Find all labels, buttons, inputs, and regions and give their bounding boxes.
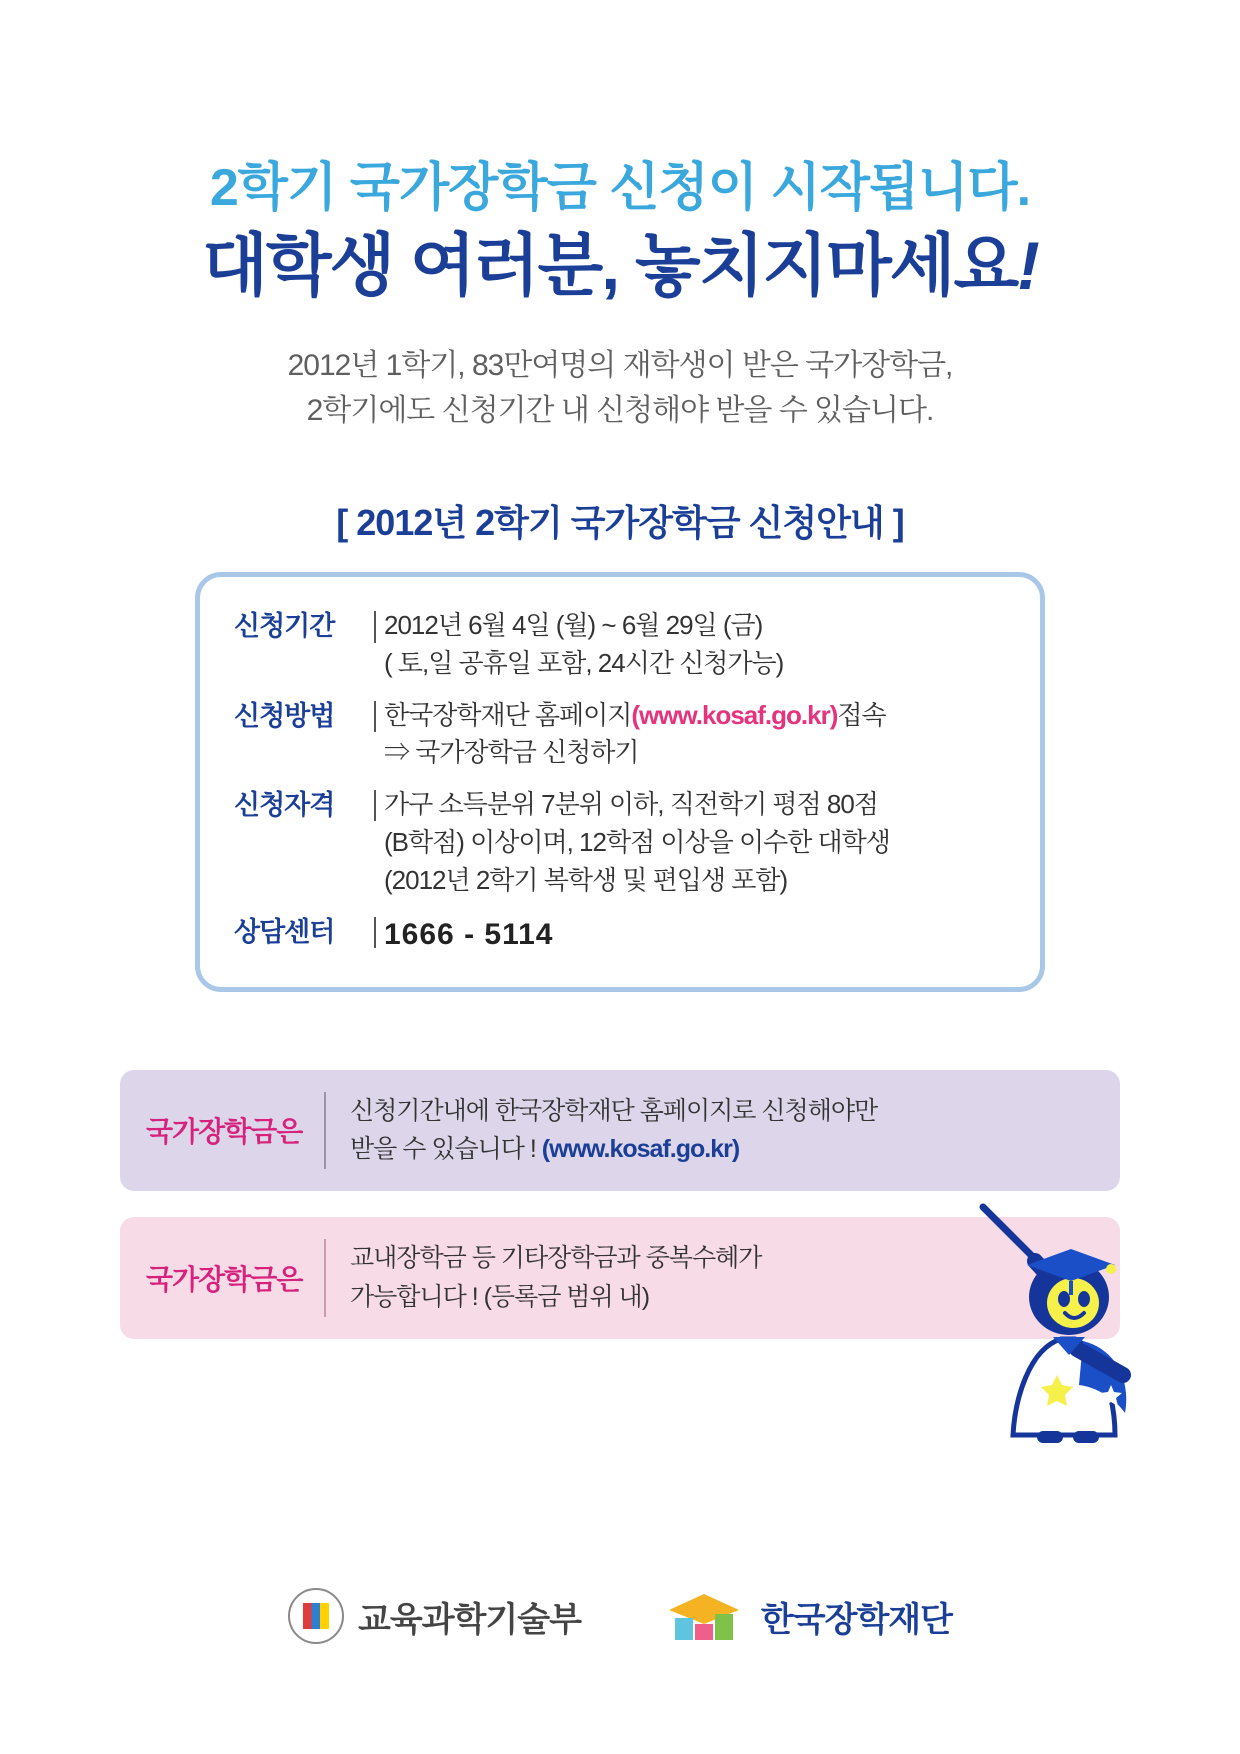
info-eligibility-sub: (B학점) 이상이며, 12학점 이상을 이수한 대학생	[384, 826, 890, 857]
callout-1-line-2-pre: 받을 수 있습니다 !	[350, 1135, 536, 1164]
callout-2-line-1: 교내장학금 등 기타장학금과 중복수혜가	[350, 1244, 762, 1273]
info-row-period	[234, 607, 1006, 682]
headline-exclamation: !	[1017, 228, 1038, 305]
callout-1-line-2	[350, 1130, 1094, 1169]
info-period-sub: ( 토,일 공휴일 포함, 24시간 신청가능)	[384, 648, 784, 679]
callout-body-1	[326, 1092, 1094, 1170]
info-method-pre: 한국장학재단 홈페이지	[384, 699, 632, 730]
callout-1-line-1: 신청기간내에 한국장학재단 홈페이지로 신청해야만	[350, 1096, 878, 1125]
logo-kosaf	[661, 1588, 952, 1644]
info-label-method: 신청방법	[234, 697, 384, 736]
info-method-post: 접속	[837, 699, 886, 730]
callout-tag-2: 국가장학금은	[146, 1239, 326, 1317]
info-value-callcenter	[384, 913, 1006, 957]
info-eligibility-sub2: (2012년 2학기 복학생 및 편입생 포함)	[384, 864, 788, 895]
callcenter-phone-number: 1666 - 5114	[384, 918, 554, 952]
kosaf-url-link[interactable]: (www.kosaf.go.kr)	[631, 699, 838, 730]
callout-tag-1: 국가장학금은	[146, 1092, 326, 1170]
subheadline-line-2: 2학기에도 신청기간 내 신청해야 받을 수 있습니다.	[306, 394, 934, 428]
subheadline-block	[0, 343, 1240, 433]
info-method-sub: ⇒ 국가장학금 신청하기	[384, 737, 639, 768]
subheadline-line-1: 2012년 1학기, 83만여명의 재학생이 받은 국가장학금,	[287, 349, 953, 383]
footer-logos	[0, 1588, 1240, 1644]
section-title: [ 2012년 2학기 국가장학금 신청안내 ]	[336, 502, 904, 544]
info-method-main	[384, 697, 1006, 735]
info-row-method	[234, 697, 1006, 772]
headline-line-2	[0, 227, 1240, 305]
application-info-box	[195, 572, 1045, 991]
headline-line-1: 2학기 국가장학금 신청이 시작됩니다.	[209, 159, 1031, 217]
info-value-method	[384, 697, 1006, 772]
logo-moe	[288, 1588, 581, 1644]
kosaf-logo-icon	[661, 1588, 747, 1644]
info-label-eligibility: 신청자격	[234, 786, 384, 825]
government-seal-icon	[288, 1588, 344, 1644]
logo-moe-label: 교육과학기술부	[358, 1600, 581, 1639]
headline-block	[0, 0, 1240, 305]
mascot-character	[965, 1199, 1145, 1449]
headline-line-2-text: 대학생 여러분, 놓치지마세요	[202, 228, 1018, 305]
info-label-period: 신청기간	[234, 607, 384, 646]
callout-2-line-2: 가능합니다 ! (등록금 범위 내)	[350, 1282, 650, 1311]
info-row-callcenter	[234, 913, 1006, 957]
mascot-icon	[965, 1199, 1145, 1449]
info-value-eligibility	[384, 786, 1006, 899]
info-value-period	[384, 607, 1006, 682]
callout-1-url-link[interactable]: (www.kosaf.go.kr)	[541, 1135, 740, 1164]
info-label-callcenter: 상담센터	[234, 913, 384, 952]
info-period-main: 2012년 6월 4일 (월) ~ 6월 29일 (금)	[384, 610, 763, 641]
info-eligibility-main: 가구 소득분위 7분위 이하, 직전학기 평점 80점	[384, 789, 878, 820]
logo-kosaf-label: 한국장학재단	[760, 1600, 952, 1639]
info-row-eligibility	[234, 786, 1006, 899]
callout-apply-online	[120, 1070, 1120, 1192]
